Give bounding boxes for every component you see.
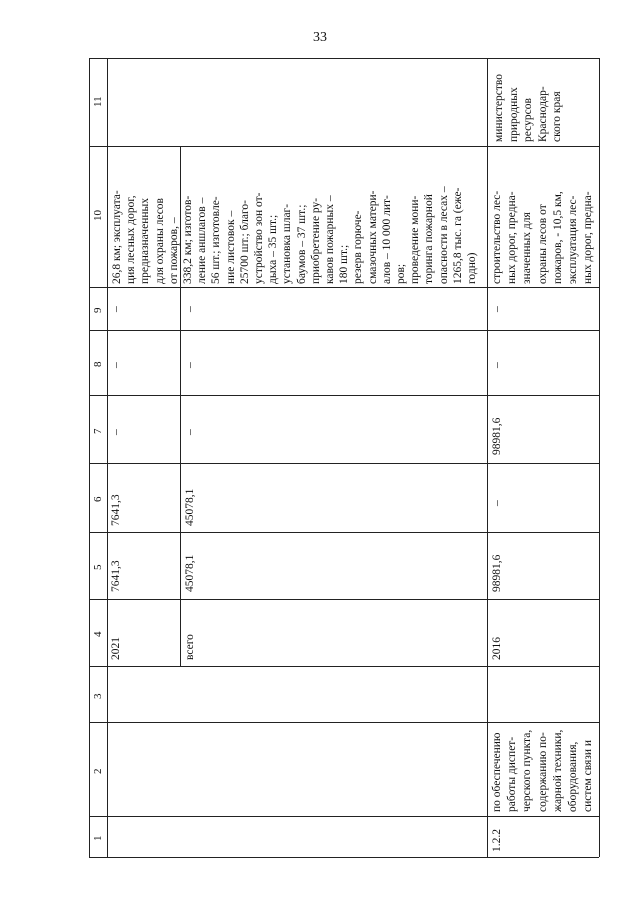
total-value-9: – bbox=[184, 306, 196, 312]
measure-name-line: работы диспет- bbox=[506, 736, 519, 812]
column-rule bbox=[89, 463, 599, 464]
description-line: приобретение ру- bbox=[309, 197, 322, 284]
column-number-11: 11 bbox=[92, 96, 104, 107]
description-line: 180 шт.; bbox=[338, 244, 351, 284]
description-line: ление аншлагов – bbox=[196, 197, 209, 284]
description-line: пожаров, - 10,5 км, bbox=[551, 191, 564, 284]
description-line: баумов – 37 шт.; bbox=[295, 204, 308, 284]
description-line: эксплуатация лес- bbox=[567, 195, 579, 284]
responsible-line: природных bbox=[507, 87, 520, 142]
year-cell: 2021 bbox=[110, 637, 122, 660]
column-number-4: 4 bbox=[92, 631, 104, 637]
description-line: алов – 10 000 лит- bbox=[380, 195, 393, 284]
description-line: ров; bbox=[395, 263, 407, 284]
measure-name-line: по обеспечению bbox=[491, 732, 503, 812]
description-line: 25700 шт.; благо- bbox=[238, 199, 251, 284]
description-line: ние листовок – bbox=[224, 210, 237, 284]
column-number-7: 7 bbox=[92, 428, 104, 434]
description-line: торинга пожарной bbox=[423, 194, 436, 284]
description-line: 26,8 км; эксплуата- bbox=[111, 190, 123, 284]
column-rule bbox=[89, 599, 599, 600]
row-rule bbox=[487, 58, 488, 857]
total-value-8: – bbox=[184, 362, 196, 368]
description-line: 1265,8 тыс. га (еже- bbox=[451, 187, 464, 284]
description-line: 338,2 км; изготов- bbox=[182, 195, 194, 284]
description-line: резерв горюче- bbox=[352, 210, 365, 284]
total-value-7: – bbox=[184, 429, 196, 435]
total-amount-5: 45078,1 bbox=[184, 554, 196, 592]
total-amount-6: 45078,1 bbox=[184, 488, 196, 526]
description-line: дыха – 35 шт.; bbox=[267, 214, 280, 284]
value-cell-9: – bbox=[110, 306, 122, 312]
description-line: опасности в лесах – bbox=[437, 186, 450, 284]
column-number-5: 5 bbox=[92, 564, 104, 570]
column-rule bbox=[89, 287, 599, 288]
column-number-10: 10 bbox=[92, 210, 104, 221]
table-border-bottom bbox=[89, 857, 599, 858]
column-number-2: 2 bbox=[92, 768, 104, 774]
column-number-6: 6 bbox=[92, 496, 104, 502]
page-number: 33 bbox=[313, 30, 327, 45]
description-line: смазочных матери- bbox=[366, 190, 379, 284]
column-rule bbox=[89, 722, 599, 723]
column-rule bbox=[89, 395, 599, 396]
measure-name-line: жарной техники, bbox=[551, 729, 564, 812]
amount-cell-6: – bbox=[491, 500, 503, 506]
total-label: всего bbox=[184, 634, 196, 660]
column-rule bbox=[89, 666, 599, 667]
description-line: ных дорог, предна- bbox=[506, 191, 519, 284]
row-number: 1.2.2 bbox=[491, 829, 503, 852]
column-number-3: 3 bbox=[92, 693, 104, 699]
column-rule bbox=[89, 816, 599, 817]
amount-cell-5: 98981,6 bbox=[491, 554, 503, 592]
column-rule bbox=[89, 146, 599, 147]
value-cell-9: – bbox=[491, 306, 503, 312]
amount-cell-5: 7641,3 bbox=[110, 560, 122, 592]
amount-cell-7: 98981,6 bbox=[491, 417, 503, 455]
responsible-line: ресурсов bbox=[522, 98, 534, 142]
column-number-9: 9 bbox=[92, 307, 104, 313]
description-line: охраны лесов от bbox=[536, 204, 549, 284]
value-cell-8: – bbox=[491, 362, 503, 368]
responsible-line: ского края bbox=[551, 91, 563, 142]
amount-cell-6: 7641,3 bbox=[110, 494, 122, 526]
description-line: проведение мони- bbox=[409, 195, 422, 284]
description-line: предназначенных bbox=[139, 198, 152, 284]
header-row-rule bbox=[107, 58, 108, 857]
responsible-line: Краснодар- bbox=[536, 86, 549, 142]
description-line: строительство лес- bbox=[491, 190, 503, 284]
measure-name-line: оборудования, bbox=[567, 741, 579, 812]
year-cell: 2016 bbox=[491, 637, 503, 660]
description-line: установка шлаг- bbox=[281, 203, 294, 284]
column-rule bbox=[89, 532, 599, 533]
description-line: ция лесных дорог, bbox=[125, 195, 138, 284]
value-cell-7: – bbox=[110, 429, 122, 435]
column-rule bbox=[89, 330, 599, 331]
description-line: устройство зон от- bbox=[253, 192, 265, 284]
description-line: 56 шт.; изготовле- bbox=[210, 196, 223, 284]
value-cell-8: – bbox=[110, 362, 122, 368]
column-number-1: 1 bbox=[92, 835, 104, 841]
table-border-right bbox=[599, 58, 600, 857]
description-line: кавов пожарных – bbox=[324, 195, 336, 284]
description-line: значенных для bbox=[521, 212, 534, 284]
measure-name-line: содержанию по- bbox=[536, 732, 549, 812]
table-border-top bbox=[89, 58, 599, 59]
description-line: для охраны лесов bbox=[153, 198, 166, 284]
description-line: от пожаров, – bbox=[167, 217, 180, 284]
measure-name-line: систем связи и bbox=[582, 739, 595, 812]
measure-name-line: черского пункта, bbox=[521, 729, 534, 812]
description-line: ных дорог, предна- bbox=[582, 191, 595, 284]
column-number-8: 8 bbox=[92, 361, 104, 367]
description-line: годно) bbox=[466, 252, 478, 284]
responsible-line: министерство bbox=[493, 74, 505, 142]
table-border-left bbox=[89, 58, 90, 857]
